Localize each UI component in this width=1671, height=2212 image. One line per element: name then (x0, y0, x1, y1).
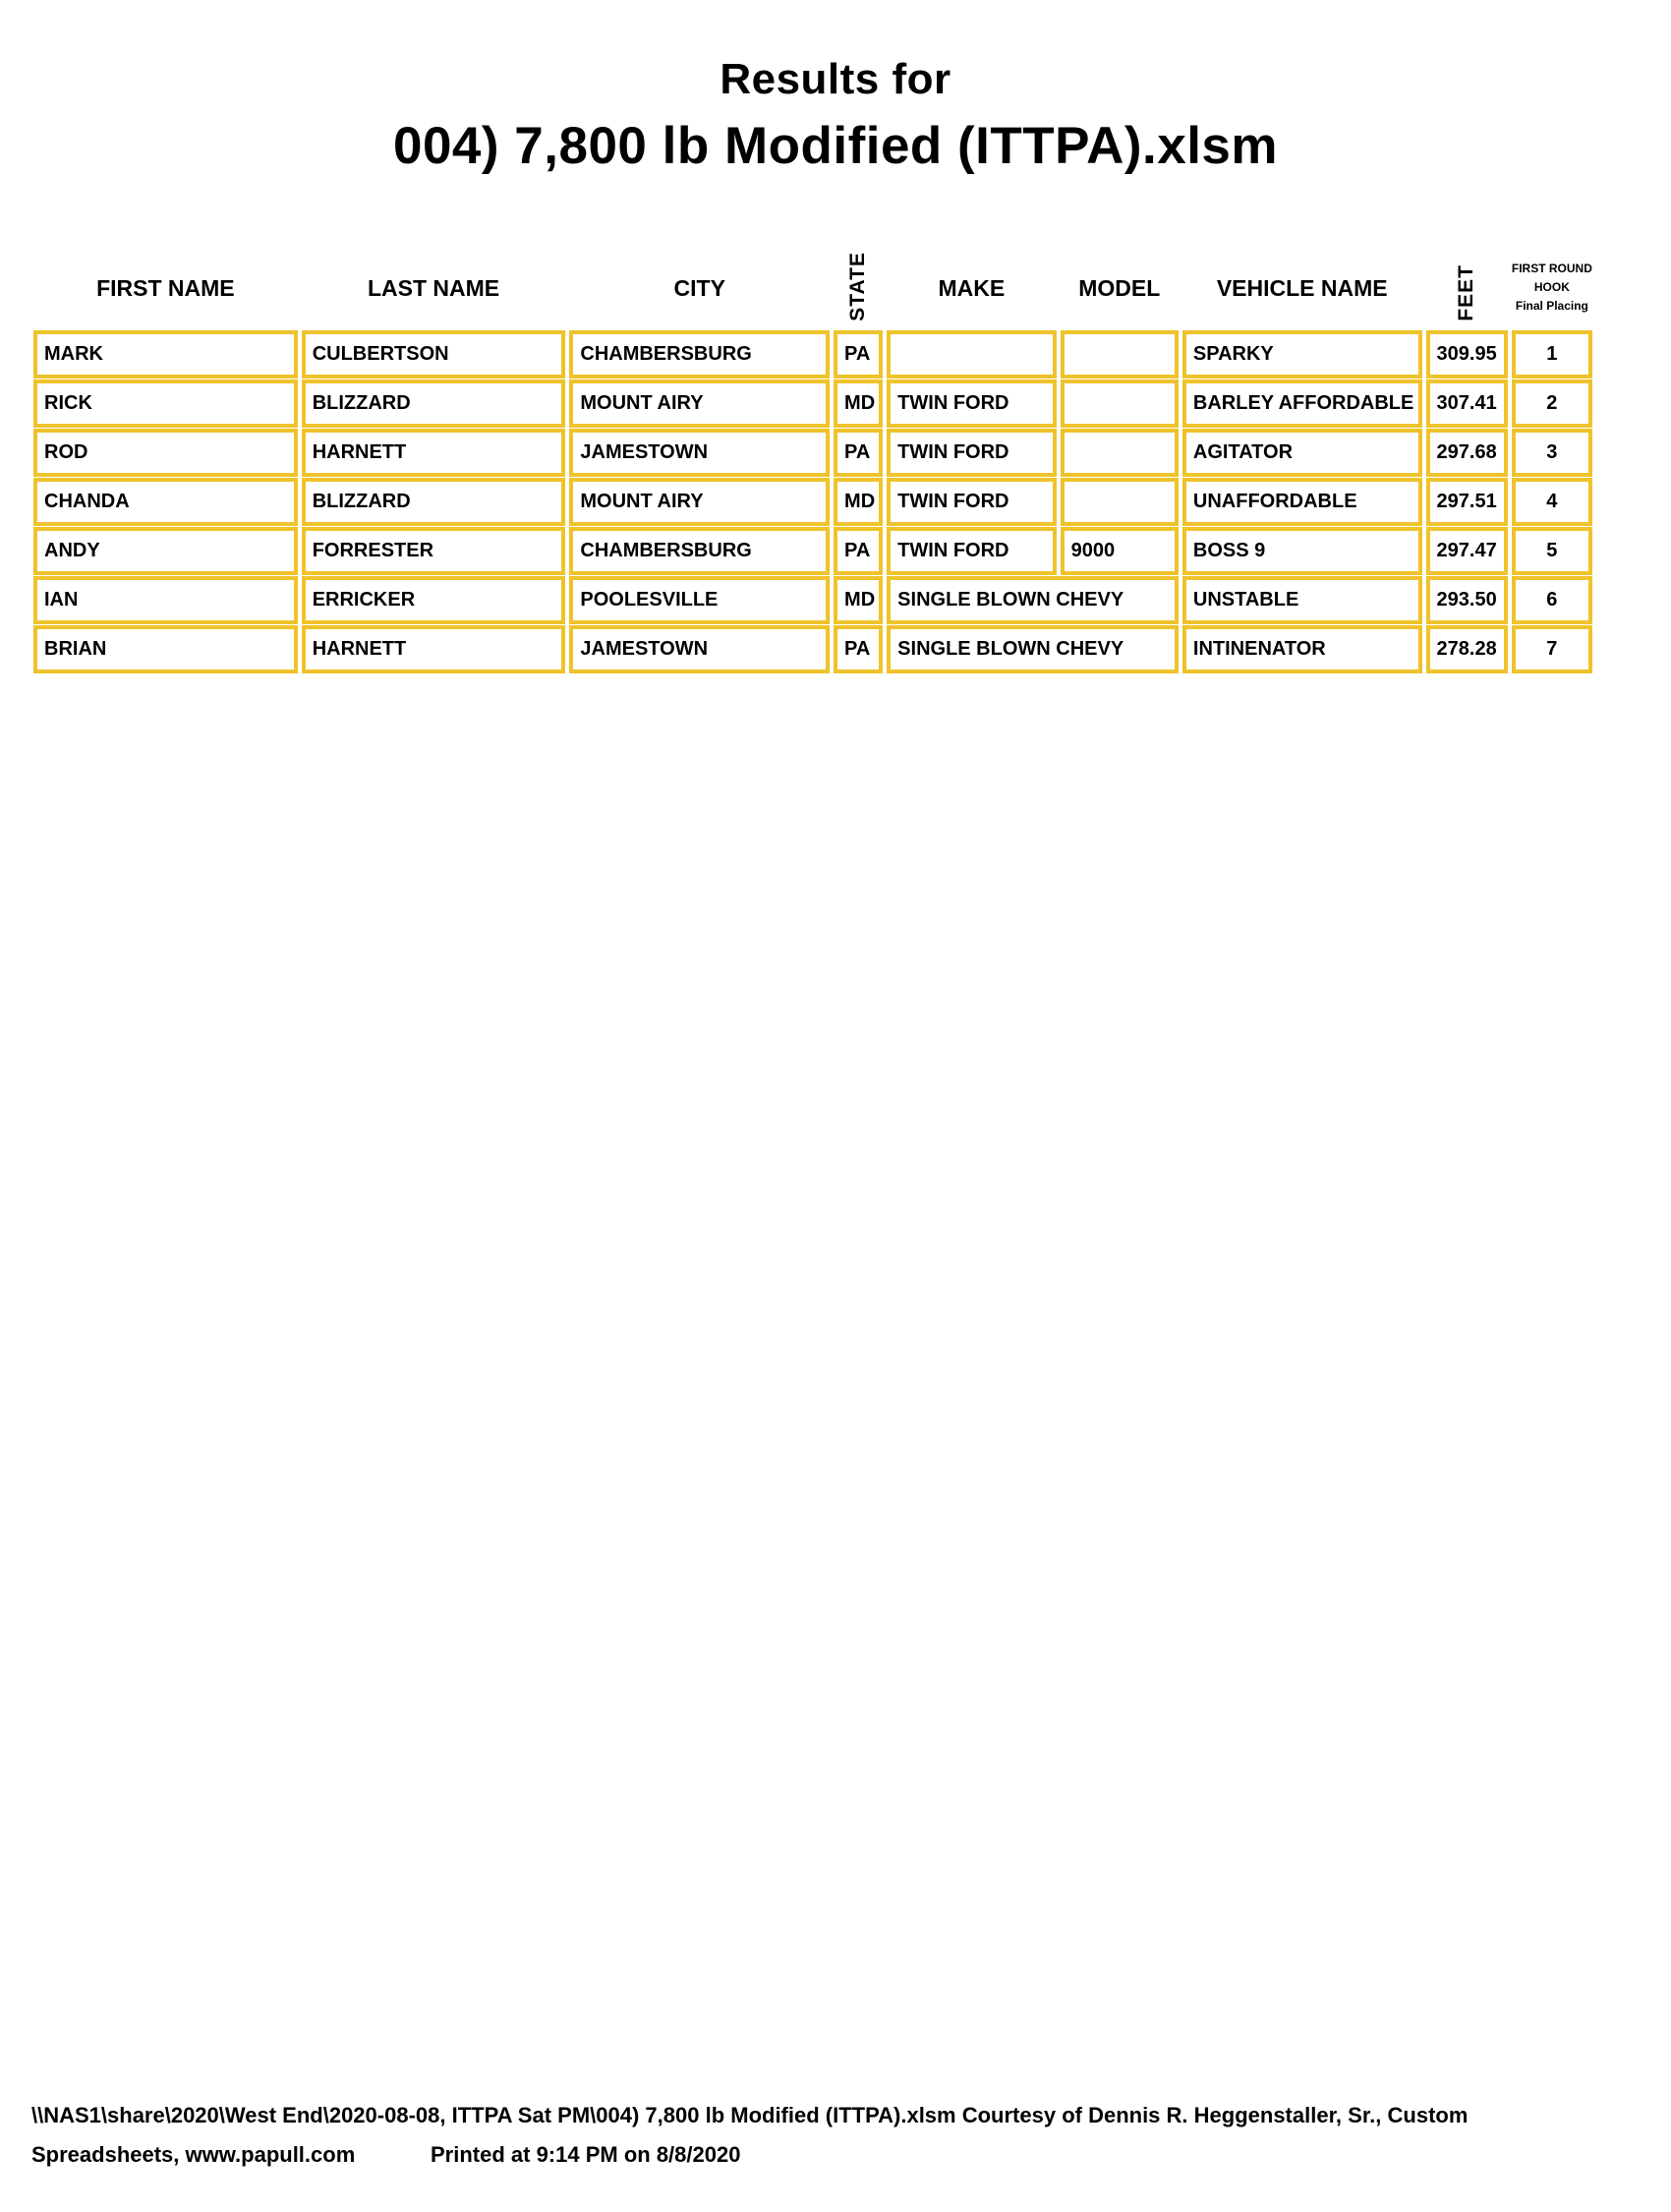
cell-feet: 309.95 (1426, 330, 1508, 378)
footer-website: Spreadsheets, www.papull.com (31, 2142, 356, 2167)
hook-header-line1: FIRST ROUND (1511, 262, 1592, 275)
cell-make: TWIN FORD (887, 478, 1056, 526)
feet-vertical-label: FEET (1455, 264, 1478, 321)
table-row (33, 330, 1592, 378)
cell-vehicle-name: UNSTABLE (1182, 576, 1422, 624)
cell-make: TWIN FORD (887, 379, 1056, 428)
cell-vehicle-name: AGITATOR (1182, 429, 1422, 477)
cell-last-name: CULBERTSON (302, 330, 566, 378)
column-header-last-name: LAST NAME (367, 275, 500, 301)
hook-header-line2: HOOK (1533, 280, 1570, 294)
header-row (33, 229, 1592, 329)
column-header-first-round-hook (1512, 229, 1592, 329)
table-row (33, 478, 1592, 526)
cell-first-name: MARK (33, 330, 298, 378)
cell-state: PA (834, 625, 883, 673)
footer-file-path-line: \\NAS1\share\2020\West End\2020-08-08, ITTPA Sat PM\004) 7,800 lb Modified (ITTPA).xlsm Courtesy of Dennis R. Heggenstaller, Sr., Custom (31, 2103, 1469, 2127)
page-title-line1: Results for (720, 55, 951, 103)
cell-make: TWIN FORD (887, 429, 1056, 477)
cell-vehicle-name: BARLEY AFFORDABLE (1182, 379, 1422, 428)
cell-feet: 293.50 (1426, 576, 1508, 624)
cell-model (1061, 379, 1179, 428)
cell-placing: 6 (1512, 576, 1592, 624)
cell-feet: 307.41 (1426, 379, 1508, 428)
cell-state: PA (834, 527, 883, 575)
column-header-make: MAKE (938, 275, 1006, 301)
column-header-vehicle-name: VEHICLE NAME (1216, 275, 1388, 301)
results-table-container (29, 228, 1596, 674)
hook-header-line3: Final Placing (1515, 299, 1588, 313)
cell-model (1061, 478, 1179, 526)
cell-vehicle-name: SPARKY (1182, 330, 1422, 378)
page-title (0, 49, 1671, 183)
cell-model (1061, 330, 1179, 378)
page-footer (31, 2096, 1653, 2175)
cell-first-name: ANDY (33, 527, 298, 575)
cell-placing: 5 (1512, 527, 1592, 575)
results-table (29, 228, 1596, 674)
cell-feet: 278.28 (1426, 625, 1508, 673)
cell-placing: 3 (1512, 429, 1592, 477)
cell-city: POOLESVILLE (569, 576, 830, 624)
cell-city: MOUNT AIRY (569, 478, 830, 526)
cell-last-name: HARNETT (302, 625, 566, 673)
cell-state: MD (834, 576, 883, 624)
cell-last-name: ERRICKER (302, 576, 566, 624)
footer-line2 (31, 2135, 1653, 2175)
cell-city: JAMESTOWN (569, 625, 830, 673)
cell-last-name: FORRESTER (302, 527, 566, 575)
cell-placing: 7 (1512, 625, 1592, 673)
table-row (33, 576, 1592, 624)
cell-model (1061, 429, 1179, 477)
table-row (33, 429, 1592, 477)
column-header-feet (1426, 229, 1508, 329)
printed-results-page (0, 49, 1671, 2212)
column-header-state (834, 229, 883, 329)
cell-make: SINGLE BLOWN CHEVY (887, 576, 1179, 624)
cell-city: MOUNT AIRY (569, 379, 830, 428)
cell-state: MD (834, 379, 883, 428)
cell-first-name: ROD (33, 429, 298, 477)
cell-make: SINGLE BLOWN CHEVY (887, 625, 1179, 673)
cell-make: TWIN FORD (887, 527, 1056, 575)
cell-city: CHAMBERSBURG (569, 330, 830, 378)
column-header-model: MODEL (1078, 275, 1161, 301)
cell-model: 9000 (1061, 527, 1179, 575)
cell-first-name: BRIAN (33, 625, 298, 673)
cell-placing: 2 (1512, 379, 1592, 428)
cell-feet: 297.51 (1426, 478, 1508, 526)
cell-first-name: RICK (33, 379, 298, 428)
cell-state: PA (834, 429, 883, 477)
cell-vehicle-name: UNAFFORDABLE (1182, 478, 1422, 526)
cell-city: CHAMBERSBURG (569, 527, 830, 575)
cell-last-name: BLIZZARD (302, 478, 566, 526)
cell-state: MD (834, 478, 883, 526)
cell-feet: 297.68 (1426, 429, 1508, 477)
cell-state: PA (834, 330, 883, 378)
cell-vehicle-name: BOSS 9 (1182, 527, 1422, 575)
state-vertical-label: STATE (846, 252, 870, 321)
cell-first-name: IAN (33, 576, 298, 624)
table-row (33, 527, 1592, 575)
cell-city: JAMESTOWN (569, 429, 830, 477)
column-header-first-name: FIRST NAME (96, 275, 235, 301)
cell-placing: 4 (1512, 478, 1592, 526)
footer-printed-at: Printed at 9:14 PM on 8/8/2020 (431, 2142, 741, 2167)
column-header-city: CITY (673, 275, 725, 301)
cell-last-name: BLIZZARD (302, 379, 566, 428)
table-row (33, 625, 1592, 673)
table-row (33, 379, 1592, 428)
cell-vehicle-name: INTINENATOR (1182, 625, 1422, 673)
cell-placing: 1 (1512, 330, 1592, 378)
cell-feet: 297.47 (1426, 527, 1508, 575)
cell-first-name: CHANDA (33, 478, 298, 526)
cell-last-name: HARNETT (302, 429, 566, 477)
cell-make (887, 330, 1056, 378)
page-title-line2: 004) 7,800 lb Modified (ITTPA).xlsm (392, 117, 1279, 175)
